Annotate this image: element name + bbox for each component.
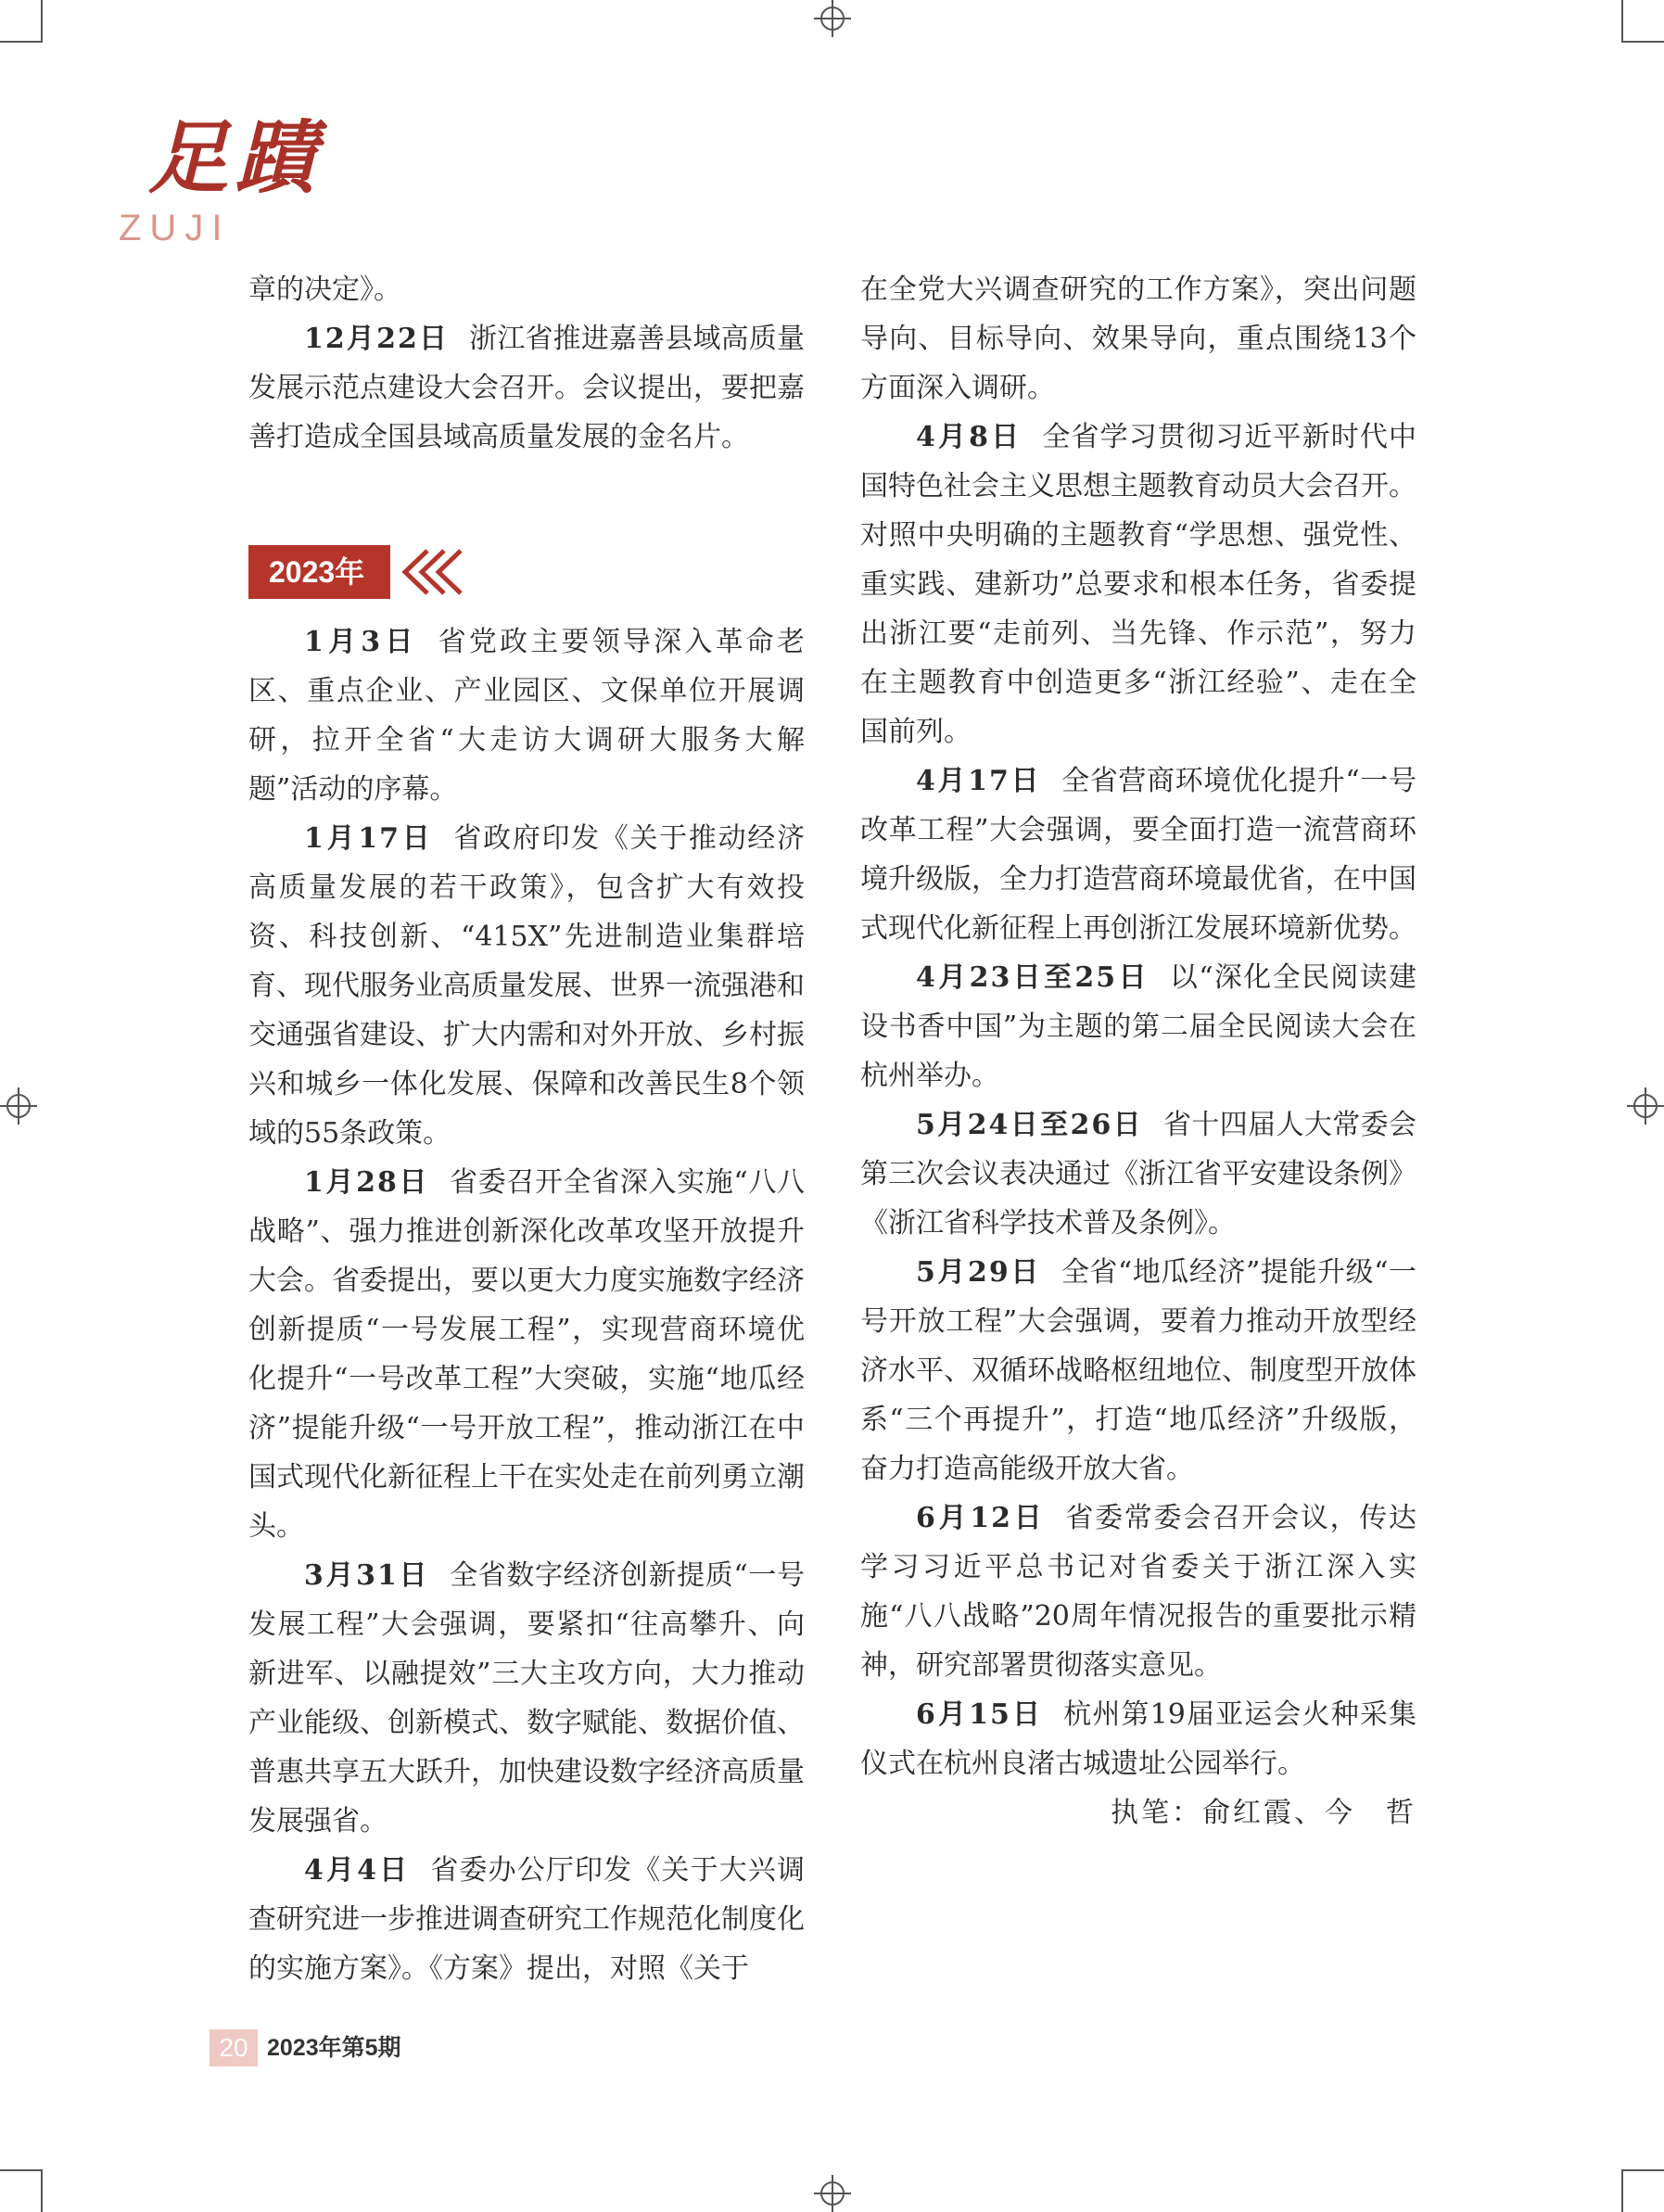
event-entry [248, 617, 805, 814]
event-entry [248, 1846, 805, 1993]
event-date: 12月22日 [304, 323, 450, 355]
lead-in-text: 章的决定》。 [248, 273, 401, 306]
continuation-text: 在全党大兴调查研究的工作方案》，突出问题导向、目标导向、效果导向，重点围绕13个方面深入调研。 [860, 273, 1416, 404]
event-entry [248, 1158, 805, 1551]
crop-mark [1621, 0, 1623, 43]
registration-mark-bottom [814, 2175, 851, 2212]
right-column [860, 265, 1416, 1837]
event-text: 全省“地瓜经济”提能升级“一号开放工程”大会强调，要着力推动开放型经济水平、双循环战略枢纽地位、制度型开放体系“三个再提升”，打造“地瓜经济”升级版，奋力打造高能级开放大省。 [860, 1256, 1416, 1485]
event-text: 省政府印发《关于推动经济高质量发展的若干政策》，包含扩大有效投资、科技创新、“415X”先进制造业集群培育、现代服务业高质量发展、世界一流强港和交通强省建设、扩大内需和对外开放、乡村振兴和城乡一体化发展、保障和改善民生8个领域的55条政策。 [248, 822, 805, 1150]
event-text: 全省学习贯彻习近平新时代中国特色社会主义思想主题教育动员大会召开。对照中央明确的主题教育“学思想、强党性、重实践、建新功”总要求和根本任务，省委提出浙江要“走前列、当先锋、作示范”，努力在主题教育中创造更多“浙江经验”、走在全国前列。 [860, 421, 1416, 748]
crop-mark [1621, 2169, 1664, 2171]
event-entry [860, 1248, 1416, 1494]
issue-label: 2023年第5期 [267, 2035, 401, 2061]
chevron-decoration-icon [390, 545, 464, 599]
registration-mark-right [1627, 1087, 1664, 1125]
event-entry [248, 314, 805, 462]
event-text: 浙江省推进嘉善县域高质量发展示范点建设大会召开。会议提出，要把嘉善打造成全国县域高质量发展的金名片。 [248, 323, 806, 453]
year-label: 2023年 [248, 545, 390, 599]
event-date: 6月15日 [916, 1698, 1044, 1731]
event-entry [860, 413, 1416, 756]
event-date: 4月23日至25日 [916, 961, 1150, 994]
event-entry [248, 814, 805, 1158]
event-entry [860, 953, 1416, 1100]
crop-mark [1621, 41, 1664, 43]
event-text: 省十四届人大常委会第三次会议表决通过《浙江省平安建设条例》《浙江省科学技术普及条例》。 [860, 1109, 1416, 1239]
event-entry [860, 1690, 1416, 1788]
registration-mark-top [814, 0, 851, 37]
event-date: 4月17日 [916, 765, 1042, 797]
event-text: 以“深化全民阅读建设书香中国”为主题的第二届全民阅读大会在杭州举办。 [860, 961, 1416, 1092]
event-date: 3月31日 [304, 1559, 430, 1592]
event-text: 全省营商环境优化提升“一号改革工程”大会强调，要全面打造一流营商环境升级版，全力打造营商环境最优省，在中国式现代化新征程上再创浙江发展环境新优势。 [860, 765, 1417, 945]
page-number: 20 [210, 2029, 258, 2066]
event-date: 4月8日 [916, 421, 1023, 453]
author-credit: 执笔：俞红霞、今 哲 [1111, 1797, 1416, 1829]
event-text: 省委召开全省深入实施“八八战略”、强力推进创新深化改革攻坚开放提升大会。省委提出，要以更大力度实施数字经济创新提质“一号发展工程”，实现营商环境优化提升“一号改革工程”大突破，实施“地瓜经济”提能升级“一号开放工程”，推动浙江在中国式现代化新征程上干在实处走在前列勇立潮头。 [248, 1166, 806, 1543]
event-date: 4月4日 [304, 1854, 411, 1887]
event-date: 1月28日 [304, 1166, 430, 1199]
crop-mark [1621, 2169, 1623, 2212]
event-date: 6月12日 [916, 1502, 1046, 1534]
event-entry [860, 1100, 1416, 1248]
left-column [248, 265, 805, 1993]
crop-mark [0, 41, 43, 43]
event-entry [860, 1494, 1416, 1690]
crop-mark [0, 2169, 43, 2171]
event-date: 5月29日 [916, 1256, 1041, 1289]
event-entry [860, 756, 1416, 953]
event-text: 省委办公厅印发《关于大兴调查研究进一步推进调查研究工作规范化制度化的实施方案》。《方案》提出，对照《关于 [248, 1854, 805, 1985]
event-entry [248, 1551, 805, 1846]
crop-mark [41, 2169, 43, 2212]
section-logo-chinese: 足蹟 [148, 111, 323, 205]
event-text: 杭州第19届亚运会火种采集仪式在杭州良渚古城遗址公园举行。 [860, 1698, 1416, 1780]
registration-mark-left [0, 1087, 37, 1125]
section-logo-english: ZUJI [119, 208, 231, 248]
event-date: 1月17日 [304, 822, 434, 855]
crop-mark [41, 0, 43, 43]
year-banner [248, 545, 805, 599]
event-text: 全省数字经济创新提质“一号发展工程”大会强调，要紧扣“往高攀升、向新进军、以融提效”三大主攻方向，大力推动产业能级、创新模式、数字赋能、数据价值、普惠共享五大跃升，加快建设数字经济高质量发展强省。 [248, 1559, 806, 1837]
event-text: 省委常委会召开会议，传达学习习近平总书记对省委关于浙江深入实施“八八战略”20周年情况报告的重要批示精神，研究部署贯彻落实意见。 [860, 1502, 1416, 1682]
event-date: 1月3日 [304, 626, 418, 658]
event-text: 省党政主要领导深入革命老区、重点企业、产业园区、文保单位开展调研，拉开全省“大走访大调研大服务大解题”活动的序幕。 [248, 626, 806, 806]
event-date: 5月24日至26日 [916, 1109, 1143, 1141]
